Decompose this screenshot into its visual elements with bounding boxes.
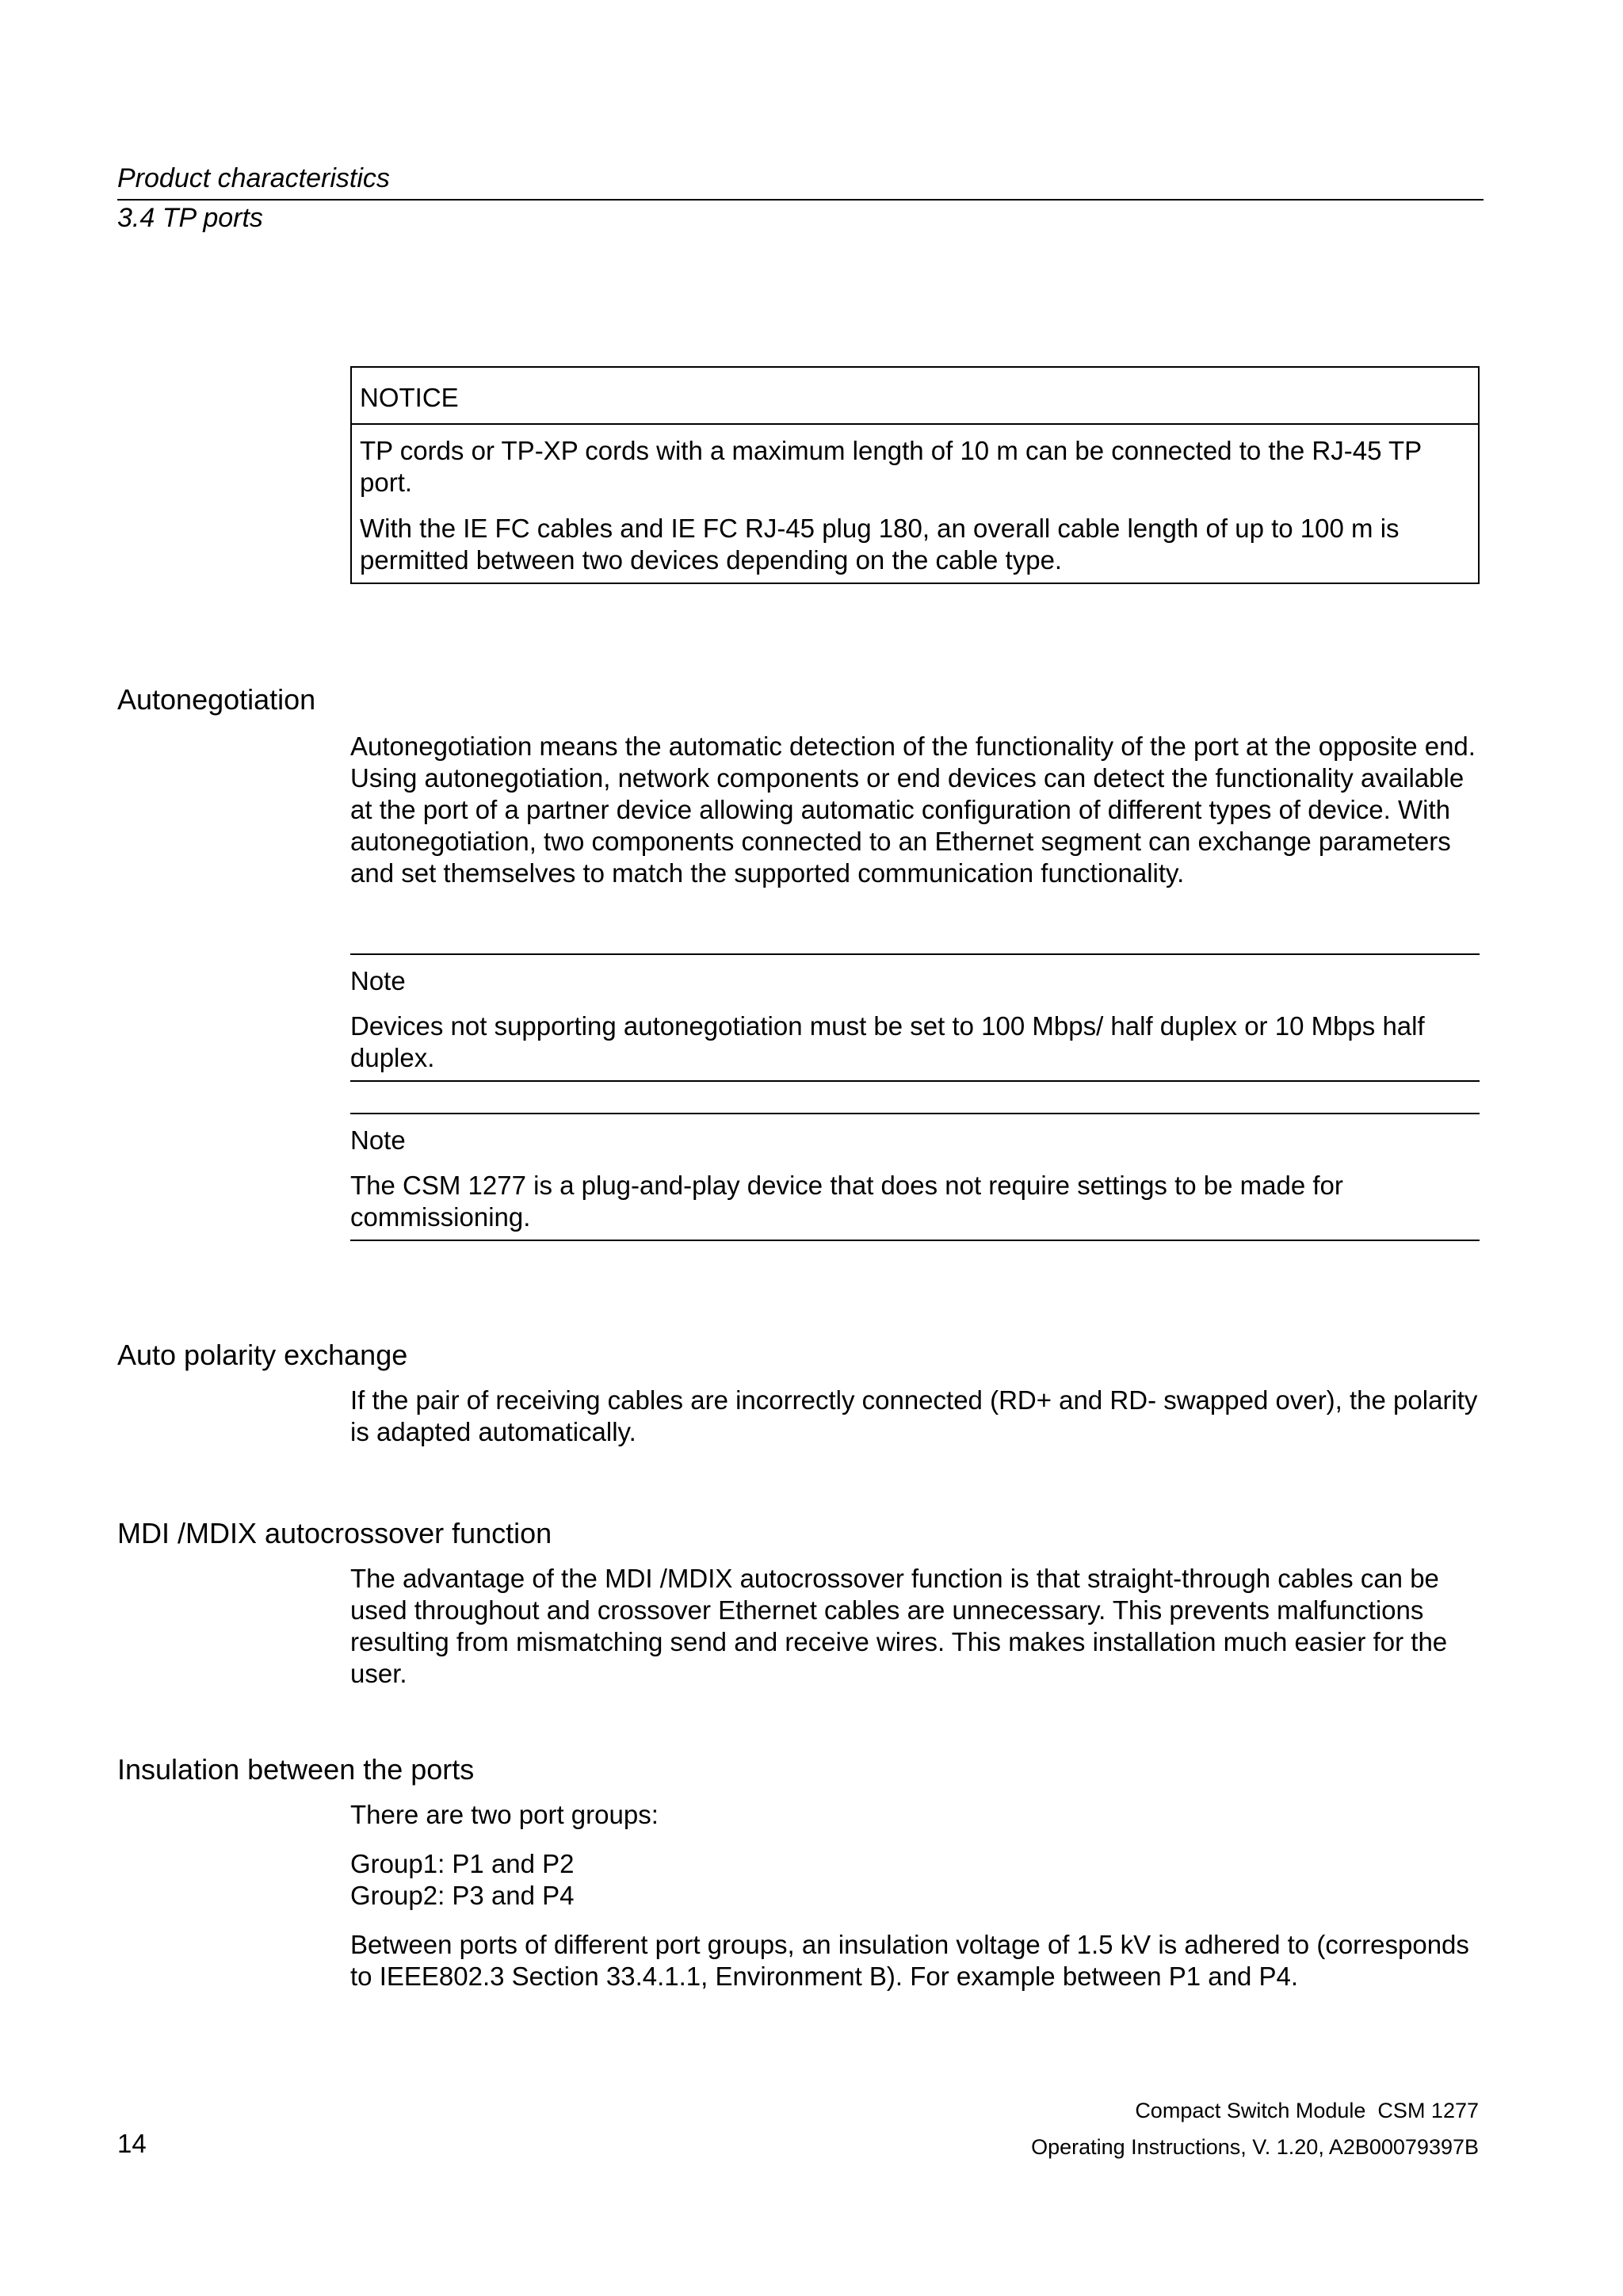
insulation-group2: Group2: P3 and P4 xyxy=(350,1881,575,1910)
note1-title: Note xyxy=(350,966,406,995)
footer-doc-info: Operating Instructions, V. 1.20, A2B00079397B xyxy=(1031,2135,1479,2159)
notice-paragraph-2: With the IE FC cables and IE FC RJ-45 plug 180, an overall cable length of up to 100 m is permitted between two devices depending on the cable type. xyxy=(360,514,1400,575)
notice-title: NOTICE xyxy=(360,383,459,412)
note2-bottom-rule xyxy=(350,1240,1480,1241)
note2-top-rule xyxy=(350,1113,1480,1114)
insulation-paragraph: Between ports of different port groups, an insulation voltage of 1.5 kV is adhered to (corresponds to IEEE802.3 Section 33.4.1.1, Environment B). For example between P1 and P4. xyxy=(350,1930,1469,1991)
note2-text: The CSM 1277 is a plug-and-play device that does not require settings to be made for commissioning. xyxy=(350,1171,1343,1232)
note1-bottom-rule xyxy=(350,1080,1480,1082)
running-header-section: 3.4 TP ports xyxy=(117,203,263,233)
heading-auto-polarity: Auto polarity exchange xyxy=(117,1339,408,1371)
notice-paragraph-1: TP cords or TP-XP cords with a maximum length of 10 m can be connected to the RJ-45 TP port. xyxy=(360,436,1422,497)
note2-title: Note xyxy=(350,1125,406,1155)
mdi-mdix-paragraph: The advantage of the MDI /MDIX autocrossover function is that straight-through cables can be used throughout and crossover Ethernet cables are unnecessary. This prevents malfunctions resulting from mismatching send and receive wires. This makes installation much easier for the user. xyxy=(350,1564,1448,1688)
heading-autonegotiation: Autonegotiation xyxy=(117,683,316,716)
auto-polarity-paragraph: If the pair of receiving cables are incorrectly connected (RD+ and RD- swapped over), the polarity is adapted automatically. xyxy=(350,1385,1478,1446)
running-header-chapter: Product characteristics xyxy=(117,163,390,193)
notice-divider xyxy=(352,423,1478,425)
insulation-intro: There are two port groups: xyxy=(350,1800,659,1829)
autonegotiation-paragraph: Autonegotiation means the automatic detection of the functionality of the port at the opposite end. Using autonegotiation, network components or end devices can detect the functionality available at the port of a partner device allowing automatic configuration of different types of device. With autonegotiation, two components connected to an Ethernet segment can exchange parameters and set themselves to match the supported communication functionality. xyxy=(350,732,1476,888)
note1-top-rule xyxy=(350,953,1480,955)
header-rule xyxy=(117,199,1484,201)
footer-product: Compact Switch Module CSM 1277 xyxy=(1135,2099,1479,2122)
heading-mdi-mdix: MDI /MDIX autocrossover function xyxy=(117,1517,552,1549)
heading-insulation: Insulation between the ports xyxy=(117,1753,475,1786)
note1-text: Devices not supporting autonegotiation must be set to 100 Mbps/ half duplex or 10 Mbps half duplex. xyxy=(350,1011,1425,1072)
notice-box xyxy=(350,366,1480,584)
page-number: 14 xyxy=(117,2129,147,2158)
insulation-group1: Group1: P1 and P2 xyxy=(350,1849,575,1878)
